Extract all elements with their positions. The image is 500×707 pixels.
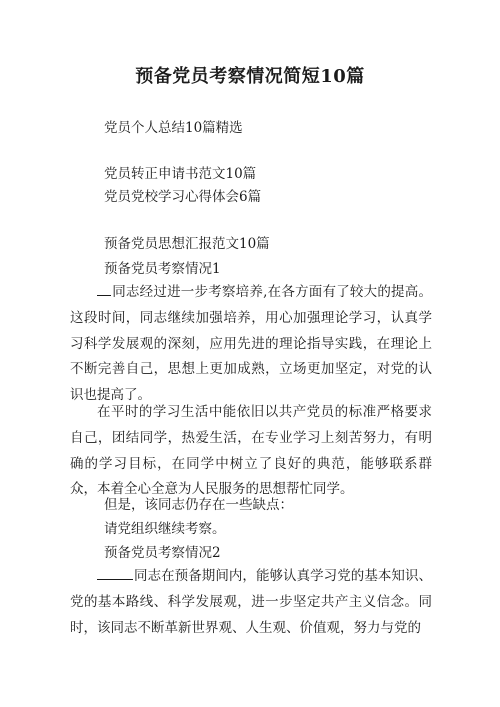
blank-underline [97,567,133,580]
paragraph [70,280,432,409]
paragraph [70,564,432,641]
paragraph: 但是，该同志仍存在一些缺点： [104,497,293,513]
paragraph-text: 同志经过进一步考察培养,在各方面有了较大的提高。这段时间，同志继续加强培养，用心加强理论学习，认真学习科学发展观的深刻，应用先进的理论指导实践，在理论上不断完善自己，思想上更加成熟，立场更加坚定，对党的认识也提高了。 [70,284,432,404]
paragraph: 请党组织继续考察。 [104,521,226,537]
link-item[interactable]: 党员个人总结10篇精选 [104,120,243,136]
document-title: 预备党员考察情况简短10篇 [135,66,365,87]
paragraph [70,400,432,503]
paragraph-text: 在平时的学习生活中能依旧以共产党员的标准严格要求自己，团结同学，热爱生活，在专业学习上刻苦努力，有明确的学习目标，在同学中树立了良好的典范，能够联系群众，本着全心全意为人民服务的思想帮忙同学。 [70,404,432,498]
link-item[interactable]: 预备党员思想汇报范文10篇 [104,236,270,252]
section-heading: 预备党员考察情况1 [104,261,221,277]
link-item[interactable]: 党员党校学习心得体会6篇 [104,189,262,205]
paragraph-text: 同志在预备期间内，能够认真学习党的基本知识、党的基本路线、科学发展观，进一步坚定共产主义信念。同时，该同志不断革新世界观、人生观、价值观，努力与党的 [70,568,432,636]
section-heading: 预备党员考察情况2 [104,545,221,561]
blank-underline [97,283,111,296]
link-item[interactable]: 党员转正申请书范文10篇 [104,166,257,182]
